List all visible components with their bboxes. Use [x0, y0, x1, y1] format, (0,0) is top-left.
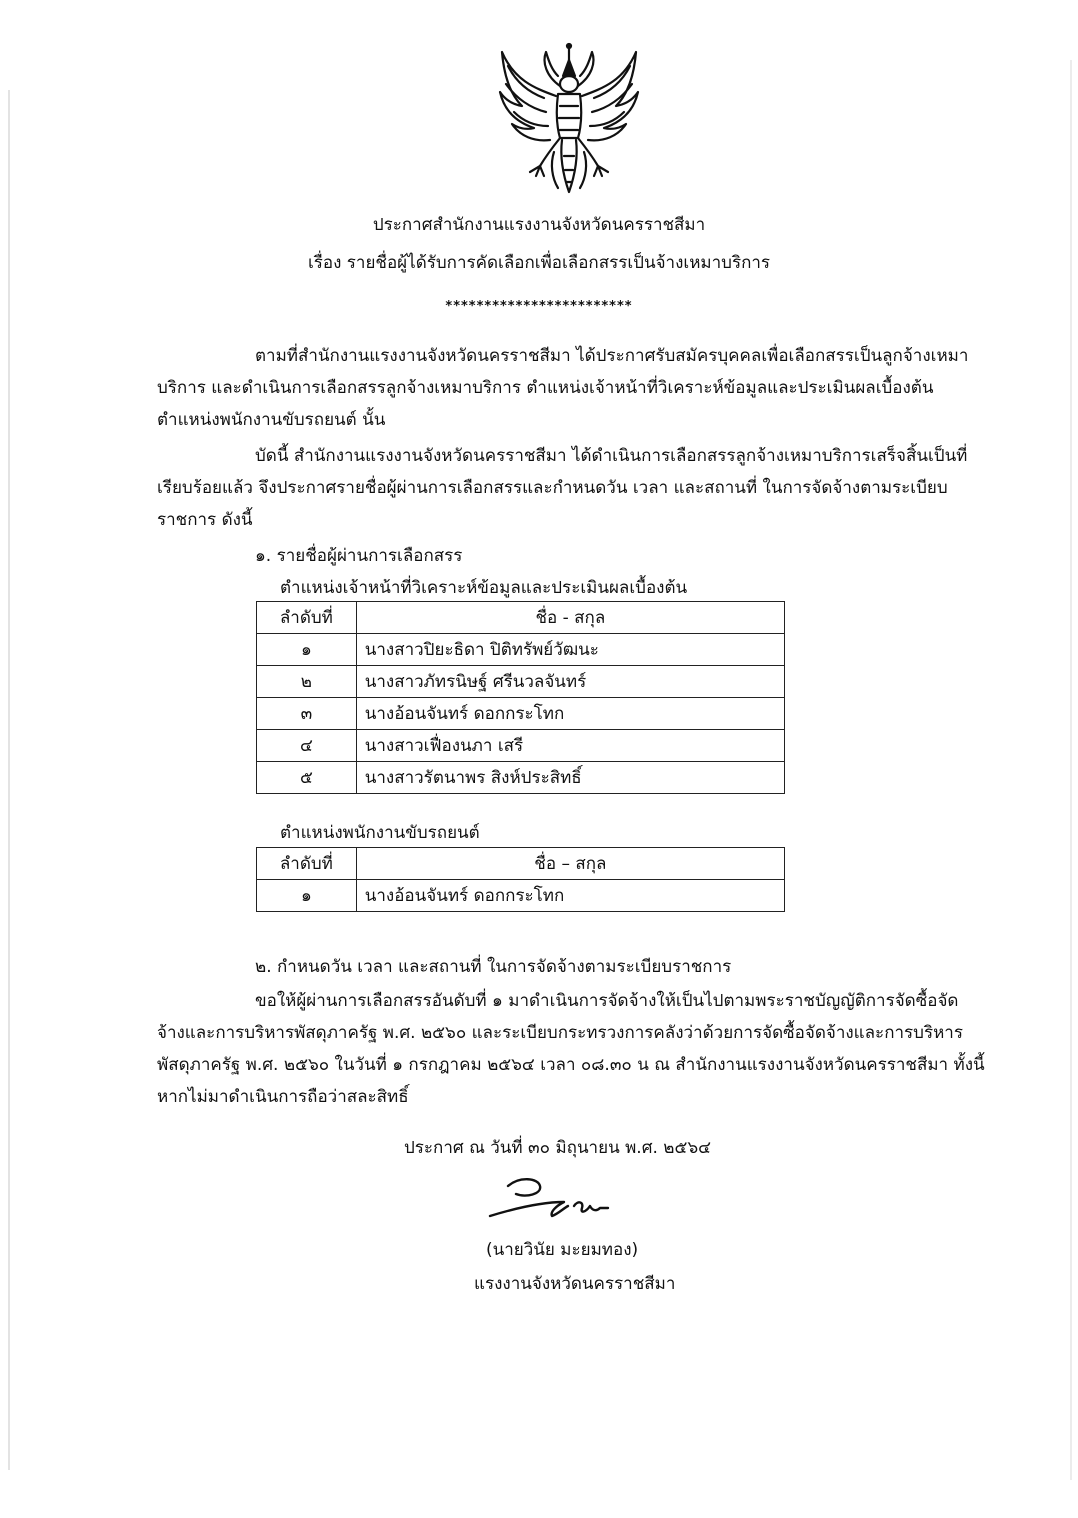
row-number: ๑ — [257, 880, 357, 912]
column-order-header: ลำดับที่ — [257, 602, 357, 634]
row-number: ๔ — [257, 730, 357, 762]
table2-position-title: ตำแหน่งพนักงานขับรถยนต์ — [280, 823, 480, 843]
candidates-table-analyst — [256, 601, 785, 794]
column-order-header: ลำดับที่ — [257, 848, 357, 880]
row-name: นางอ้อนจันทร์ ดอกกระโทก — [356, 880, 784, 912]
paragraph-intro: ตามที่สำนักงานแรงงานจังหวัดนครราชสีมา ได้ประกาศรับสมัครบุคคลเพื่อเลือกสรรเป็นลูกจ้างเหมาบริการ และดำเนินการเลือกสรรลูกจ้างเหมาบริการ ตำแหน่งเจ้าหน้าที่วิเคราะห์ข้อมูลและประเมินผลเบื้องต้น ตำแหน่งพนักงานขับรถยนต์ นั้น — [157, 346, 969, 430]
table-row — [257, 634, 785, 666]
table1-position-title: ตำแหน่งเจ้าหน้าที่วิเคราะห์ข้อมูลและประเมินผลเบื้องต้น — [280, 578, 688, 598]
announcement-title: ประกาศสำนักงานแรงงานจังหวัดนครราชสีมา — [372, 215, 706, 235]
column-name-header: ชื่อ – สกุล — [356, 848, 784, 880]
row-name: นางอ้อนจันทร์ ดอกกระโทก — [356, 698, 784, 730]
signer-name: (นายวินัย มะยมทอง) — [486, 1240, 639, 1260]
table-header-row — [257, 602, 785, 634]
row-number: ๑ — [257, 634, 357, 666]
table-row — [257, 762, 785, 794]
section-2-title: ๒. กำหนดวัน เวลา และสถานที่ ในการจัดจ้างตามระเบียบราชการ — [255, 957, 732, 977]
table-row — [257, 880, 785, 912]
table-header-row — [257, 848, 785, 880]
row-number: ๕ — [257, 762, 357, 794]
paragraph-schedule: ขอให้ผู้ผ่านการเลือกสรรอันดับที่ ๑ มาดำเนินการจัดจ้างให้เป็นไปตามพระราชบัญญัติการจัดซื้อจัดจ้างและการบริหารพัสดุภาครัฐ พ.ศ. ๒๕๖๐ และระเบียบกระทรวงการคลังว่าด้วยการจัดซื้อจัดจ้างและการบริหารพัสดุภาครัฐ พ.ศ. ๒๕๖๐ ในวันที่ ๑ กรกฎาคม ๒๕๖๔ เวลา ๐๘.๓๐ น ณ สำนักงานแรงงานจังหวัดนครราชสีมา ทั้งนี้หากไม่มาดำเนินการถือว่าสละสิทธิ์ — [157, 991, 985, 1107]
row-name: นางสาวภัทรนิษฐ์ ศรีนวลจันทร์ — [356, 666, 784, 698]
announcement-date: ประกาศ ณ วันที่ ๓๐ มิถุนายน พ.ศ. ๒๕๖๔ — [404, 1138, 712, 1158]
paragraph-result: บัดนี้ สำนักงานแรงงานจังหวัดนครราชสีมา ได้ดำเนินการเลือกสรรลูกจ้างเหมาบริการเสร็จสิ้นเป็นที่เรียบร้อยแล้ว จึงประกาศรายชื่อผู้ผ่านการเลือกสรรและกำหนดวัน เวลา และสถานที่ ในการจัดจ้างตามระเบียบราชการ ดังนี้ — [157, 446, 968, 530]
table-row — [257, 666, 785, 698]
table-row — [257, 730, 785, 762]
column-name-header: ชื่อ - สกุล — [356, 602, 784, 634]
candidates-table-driver — [256, 847, 785, 912]
table-row — [257, 698, 785, 730]
announcement-subject: เรื่อง รายชื่อผู้ได้รับการคัดเลือกเพื่อเลือกสรรเป็นจ้างเหมาบริการ — [307, 253, 771, 273]
row-name: นางสาวเฟื่องนภา เสรี — [356, 730, 784, 762]
garuda-emblem-icon — [494, 32, 644, 200]
row-name: นางสาวปิยะธิดา ปิติทรัพย์วัฒนะ — [356, 634, 784, 666]
separator: ************************ — [445, 299, 633, 314]
row-number: ๒ — [257, 666, 357, 698]
signature-icon — [486, 1172, 616, 1228]
row-number: ๓ — [257, 698, 357, 730]
row-name: นางสาวรัตนาพร สิงห์ประสิทธิ์ — [356, 762, 784, 794]
signer-title: แรงงานจังหวัดนครราชสีมา — [474, 1274, 676, 1294]
section-1-title: ๑. รายชื่อผู้ผ่านการเลือกสรร — [255, 546, 463, 566]
